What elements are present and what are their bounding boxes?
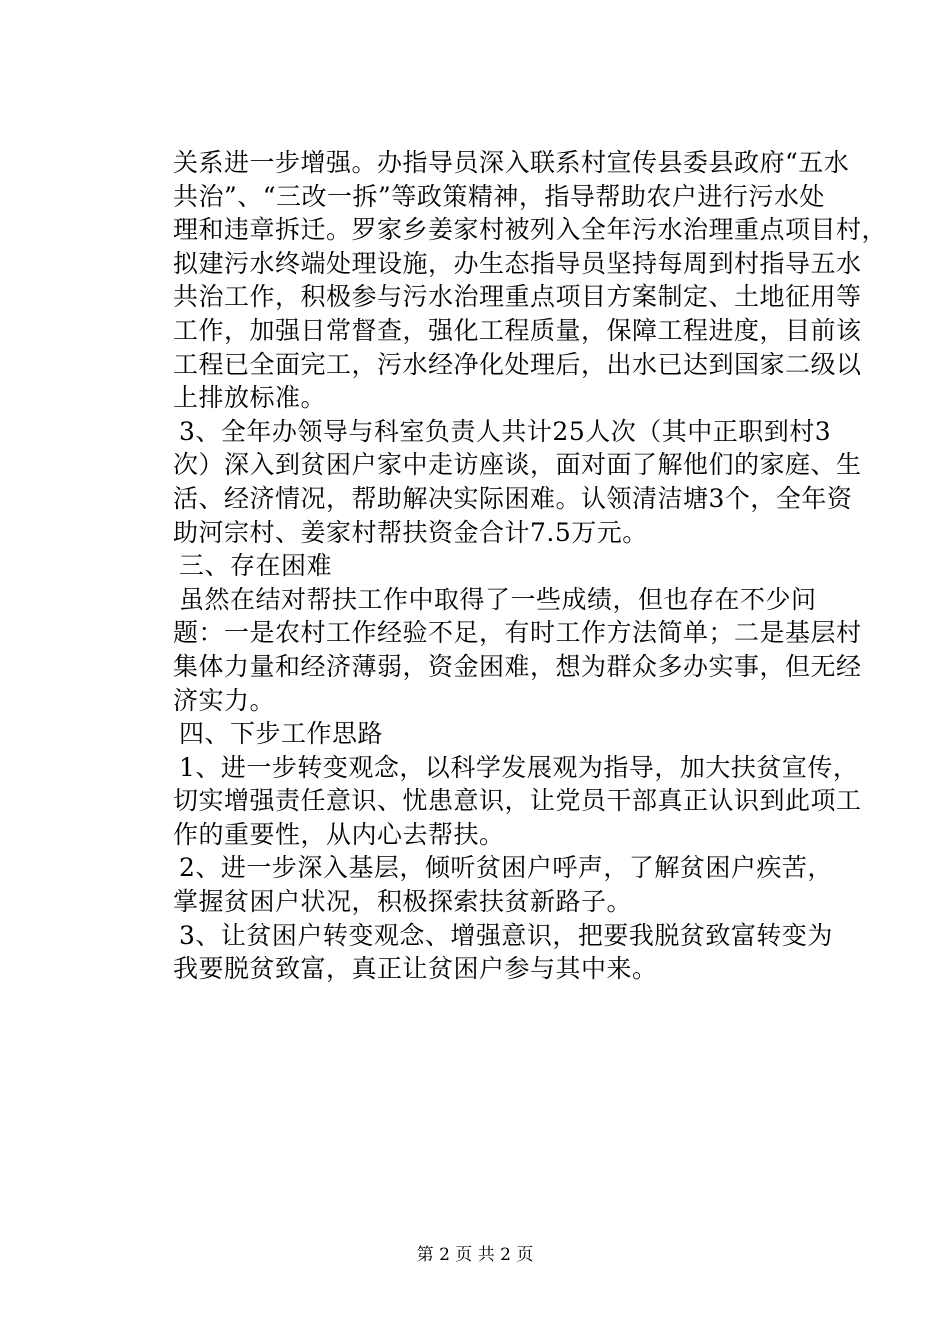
text-line: 我要脱贫致富，真正让贫困户参与其中来。 [173, 954, 658, 984]
text-line: 1、进一步转变观念，以科学发展观为指导，加大扶贫宣传， [179, 752, 859, 782]
text-line: 题：一是农村工作经验不足，有时工作方法简单；二是基层村 [173, 618, 862, 648]
text-line: 虽然在结对帮扶工作中取得了一些成绩，但也存在不少问 [179, 584, 817, 614]
text-line: 3、全年办领导与科室负责人共计25人次（其中正职到村3 [179, 416, 832, 446]
paragraph-next-step-3 [173, 919, 833, 986]
text-line: 共治”、“三改一拆”等政策精神，指导帮助农户进行污水处 [173, 181, 825, 211]
text-line: 3、让贫困户转变观念、增强意识，把要我脱贫致富转变为 [179, 920, 833, 950]
text-line: 工程已全面完工，污水经净化处理后，出水已达到国家二级以 [173, 349, 862, 379]
text-line: 2、进一步深入基层，倾听贫困户呼声，了解贫困户疾苦， [179, 853, 833, 883]
text-line: 拟建污水终端处理设施，办生态指导员坚持每周到村指导五水 [173, 248, 862, 278]
text-line: 上排放标准。 [173, 383, 327, 413]
page-number-label: 第 2 页 共 2 页 [416, 1245, 534, 1265]
section-heading-next-steps [173, 717, 833, 751]
page-footer [0, 1244, 950, 1266]
text-line: 作的重要性，从内心去帮扶。 [173, 819, 505, 849]
paragraph-next-step-1 [173, 751, 862, 852]
text-line: 四、下步工作思路 [179, 719, 384, 749]
document-body [173, 146, 888, 986]
text-line: 集体力量和经济薄弱，资金困难，想为群众多办实事，但无经 [173, 651, 862, 681]
text-line: 切实增强责任意识、忧患意识，让党员干部真正认识到此项工 [173, 786, 862, 816]
text-line: 关系进一步增强。办指导员深入联系村宣传县委县政府“五水 [173, 148, 850, 177]
section-heading-difficulties [173, 549, 833, 583]
text-line: 共治工作，积极参与污水治理重点项目方案制定、土地征用等 [173, 282, 862, 312]
text-line: 三、存在困难 [179, 551, 333, 581]
text-line: 活、经济情况，帮助解决实际困难。认领清洁塘3个，全年资 [173, 483, 853, 513]
paragraph-next-step-2 [173, 851, 833, 918]
paragraph-visits [173, 415, 862, 549]
text-line: 次）深入到贫困户家中走访座谈，面对面了解他们的家庭、生 [173, 450, 862, 480]
text-line: 理和违章拆迁。罗家乡姜家村被列入全年污水治理重点项目村， [173, 215, 888, 245]
text-line: 掌握贫困户状况，积极探索扶贫新路子。 [173, 887, 633, 917]
text-line: 工作，加强日常督查，强化工程质量，保障工程进度，目前该 [173, 315, 862, 345]
text-line: 助河宗村、姜家村帮扶资金合计7.5万元。 [173, 517, 648, 547]
text-line: 济实力。 [173, 685, 276, 715]
paragraph-difficulties [173, 583, 862, 717]
paragraph-continuation [173, 146, 888, 415]
